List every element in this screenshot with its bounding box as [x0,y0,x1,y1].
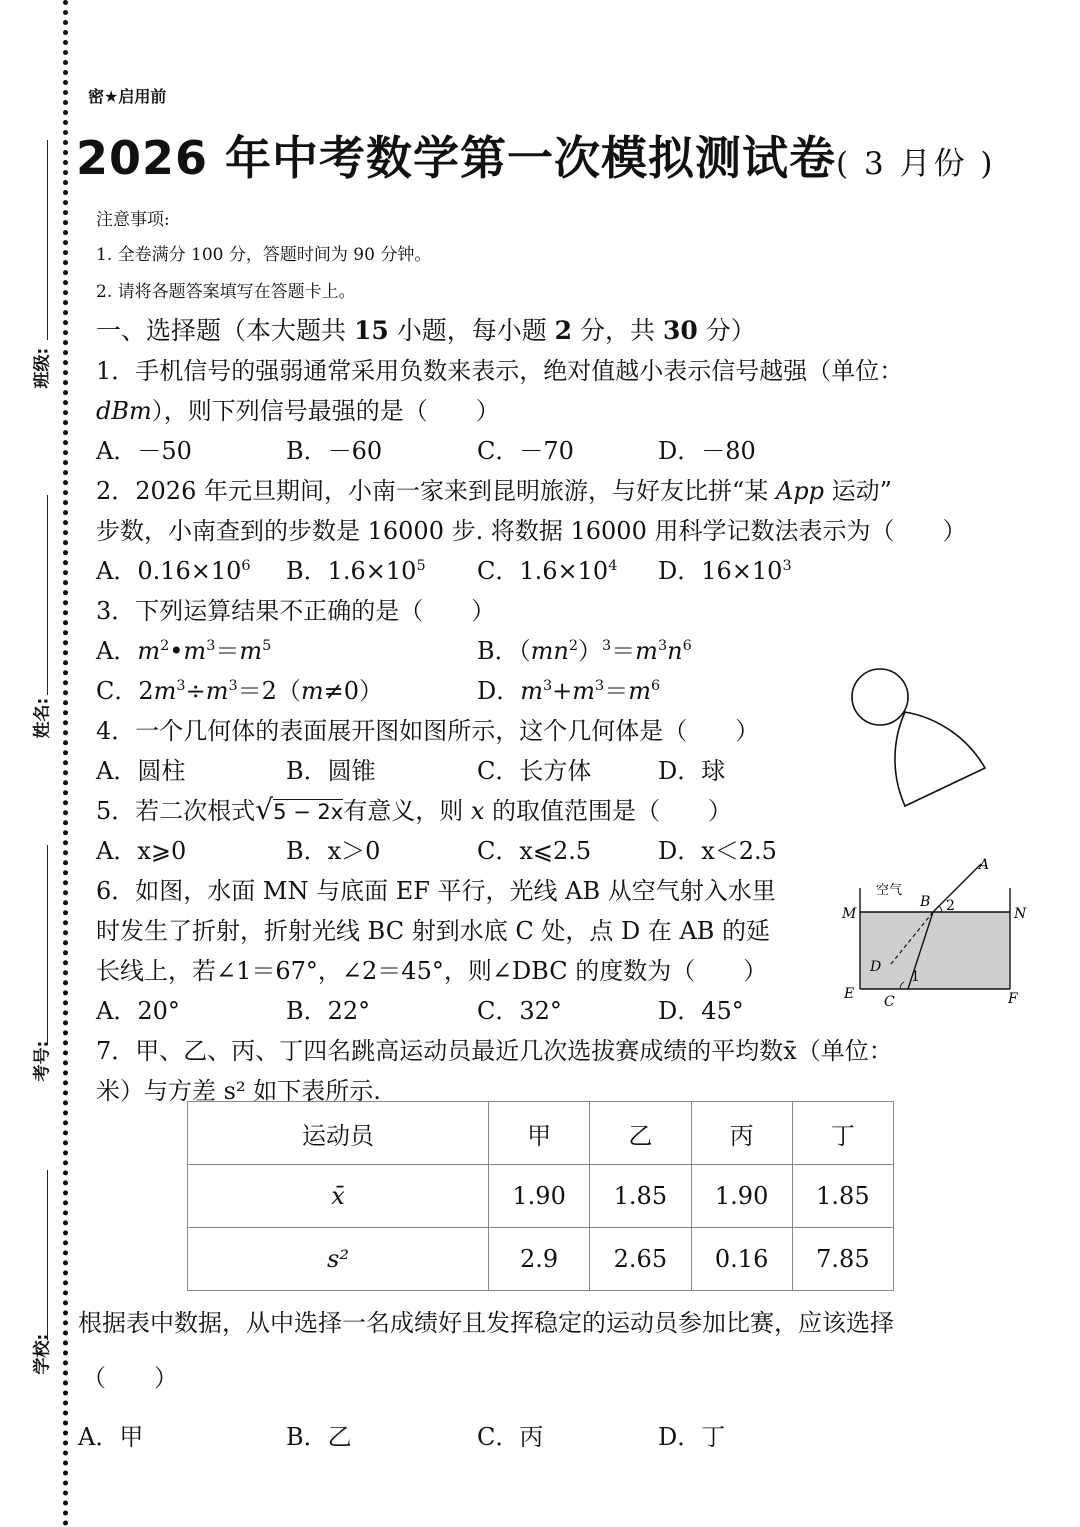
q2-stem-line2: 步数，小南查到的步数是 16000 步. 将数据 16000 用科学记数法表示为（ ） [96,517,967,545]
label-a: A [979,857,990,873]
table-header-cell: 丁 [792,1102,893,1165]
q2-option-d[interactable]: D．$16\times 10^3$ [658,557,792,585]
q5-option-d[interactable]: D．x＜2.5 [658,837,777,865]
athlete-stats-table [187,1101,894,1291]
q4-option-a[interactable]: A．圆柱 [96,757,186,785]
q4-option-b[interactable]: B．圆锥 [286,757,376,785]
table-cell: 1.90 [489,1165,590,1228]
label-b: B [920,894,931,910]
q3-option-d[interactable]: D．$m^3+m^3=m^6$ [477,677,661,705]
table-header-cell: 甲 [489,1102,590,1165]
q5-option-c[interactable]: C．x⩽2.5 [477,837,592,865]
q6-option-c[interactable]: C．32° [477,997,562,1025]
name-blank-line [47,495,48,695]
q7-option-b[interactable]: B．乙 [286,1423,352,1451]
label-n: N [1014,906,1027,922]
q4-option-d[interactable]: D．球 [658,757,726,785]
class-blank-line [47,140,48,340]
label-f: F [1008,991,1018,1007]
q7-option-d[interactable]: D．丁 [658,1423,726,1451]
table-cell: 2.65 [590,1228,691,1291]
q2-option-a[interactable]: A．$0.16\times 10^6$ [96,557,251,585]
table-cell: 1.85 [590,1165,691,1228]
table-header-cell: 运动员 [188,1102,489,1165]
q1-stem-line1: 1．手机信号的强弱通常采用负数来表示，绝对值越小表示信号越强（单位： [96,357,904,385]
q7-answer-paren: （ ） [82,1364,178,1392]
label-e: E [844,986,855,1002]
q6-stem-line1: 6．如图，水面 MN 与底面 EF 平行，光线 AB 从空气射入水里 [96,877,776,905]
q3-option-a[interactable]: A．$m^2•m^3=m^5$ [96,637,272,665]
school-blank-line [47,1170,48,1340]
exam-no-blank-line [47,845,48,1045]
q6-refraction-figure [838,852,1033,1012]
q5-radicand: 5 − 2x [273,800,344,824]
q4-stem: 4．一个几何体的表面展开图如图所示，这个几何体是（ ） [96,717,760,745]
table-row-variance [188,1228,894,1291]
q7-option-a[interactable]: A．甲 [78,1423,144,1451]
q6-option-d[interactable]: D．45° [658,997,744,1025]
water-body [860,912,1010,989]
section-1-title: 一、选择题（本大题共 15 小题，每小题 2 分，共 30 分） [96,316,756,345]
q1-option-d[interactable]: D．－80 [658,437,756,465]
table-header-cell: 乙 [590,1102,691,1165]
table-row-label: x̄ [188,1165,489,1228]
q1-stem-line2: dBm），则下列信号最强的是（ ） [96,397,500,425]
q1-option-a[interactable]: A．－50 [96,437,192,465]
table-cell: 1.90 [691,1165,792,1228]
q5-option-b[interactable]: B．x＞0 [286,837,381,865]
q6-option-b[interactable]: B．22° [286,997,371,1025]
binding-dotted-line [63,0,68,1527]
title-month: ( 3 月份 ) [836,146,996,182]
notice-item-2: 2. 请将各题答案填写在答题卡上。 [96,282,356,302]
table-cell: 7.85 [792,1228,893,1291]
q7-stem-line2: 米）与方差 s² 如下表所示. [96,1077,381,1105]
q6-stem-line2: 时发生了折射，折射光线 BC 射到水底 C 处，点 D 在 AB 的延 [96,917,771,945]
q7-stem-line1: 7．甲、乙、丙、丁四名跳高运动员最近几次选拔赛成绩的平均数x̄（单位： [96,1037,893,1065]
class-label: 班级: [32,347,53,389]
q2-option-c[interactable]: C．$1.6\times 10^4$ [477,557,618,585]
label-angle-1: 1 [911,969,920,985]
q3-option-c[interactable]: C．$2m^3\div m^3=2(m\ne 0)$ [96,677,384,705]
exam-no-label: 考号: [32,1040,53,1082]
q7-option-c[interactable]: C．丙 [477,1423,544,1451]
q2-option-b[interactable]: B．$1.6\times 10^5$ [286,557,426,585]
notice-heading: 注意事项: [96,210,170,230]
title-main: 2026 年中考数学第一次模拟测试卷 [76,131,837,185]
table-header-cell: 丙 [691,1102,792,1165]
cone-lateral-sector [895,712,985,806]
table-cell: 0.16 [691,1228,792,1291]
q4-cone-net-figure [845,662,995,812]
label-c: C [884,994,895,1010]
angle-2-arc [939,906,942,912]
confidential-mark: 密★启用前 [88,87,167,106]
table-cell: 1.85 [792,1165,893,1228]
notice-item-1: 1. 全卷满分 100 分，答题时间为 90 分钟。 [96,245,432,265]
q4-option-c[interactable]: C．长方体 [477,757,592,785]
exam-title [76,122,996,188]
q1-option-c[interactable]: C．－70 [477,437,574,465]
label-air: 空气 [876,883,903,898]
cone-base-circle [852,669,908,725]
q7-question: 根据表中数据，从中选择一名成绩好且发挥稳定的运动员参加比赛，应该选择 [78,1309,894,1337]
q6-option-a[interactable]: A．20° [96,997,180,1025]
q1-option-b[interactable]: B．－60 [286,437,383,465]
school-label: 学校: [32,1333,53,1375]
ray-ab [933,864,981,912]
q3-option-b[interactable]: B．$(mn^2)^3=m^3n^6$ [477,637,692,665]
table-row-label: s² [188,1228,489,1291]
name-label: 姓名: [32,697,53,739]
q2-stem-line1: 2．2026 年元旦期间，小南一家来到昆明旅游，与好友比拼“某 App 运动” [96,477,892,505]
label-m: M [842,906,857,922]
table-header-row [188,1102,894,1165]
q5-stem: 5．若二次根式√5 − 2x有意义，则 x 的取值范围是（ ） [96,793,733,826]
label-angle-2: 2 [946,898,955,914]
q6-stem-line3: 长线上，若∠1＝67°，∠2＝45°，则∠DBC 的度数为（ ） [96,957,768,985]
q3-stem: 3．下列运算结果不正确的是（ ） [96,597,496,625]
table-row-mean [188,1165,894,1228]
label-d: D [870,959,882,975]
table-cell: 2.9 [489,1228,590,1291]
q5-option-a[interactable]: A．x⩾0 [96,837,187,865]
